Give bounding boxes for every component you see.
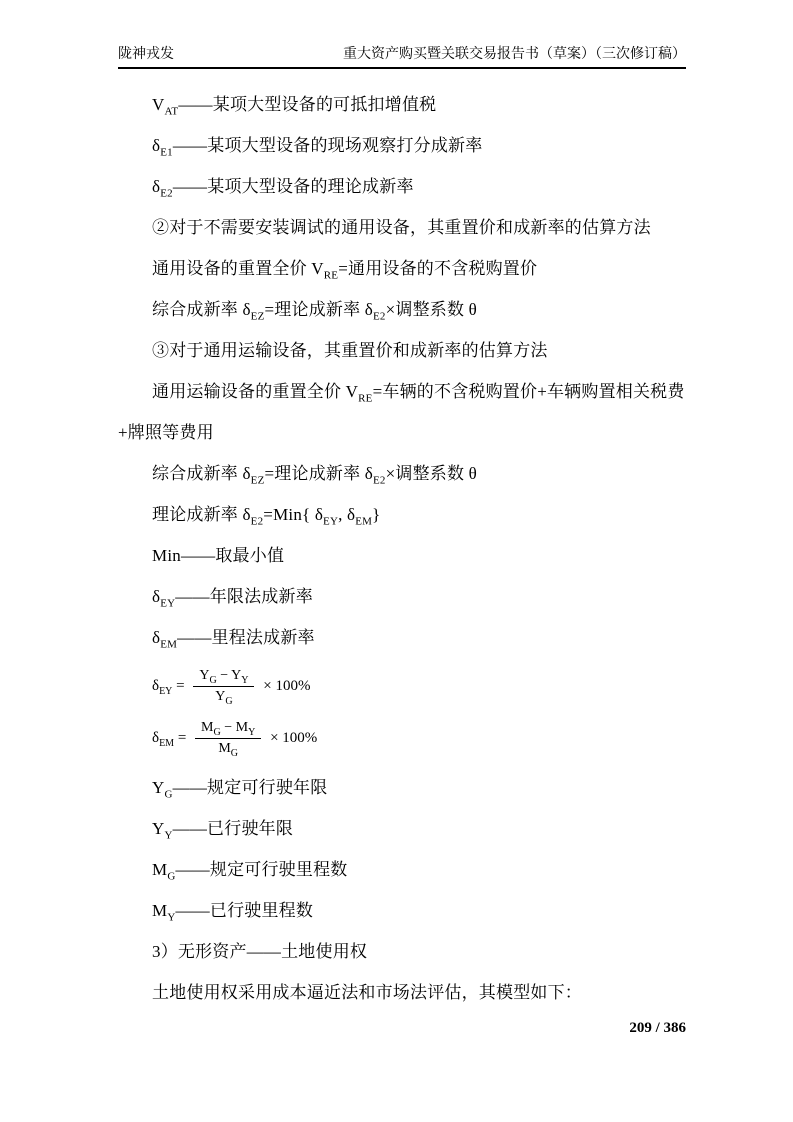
text-run: M [218,741,231,756]
formula-equation [118,715,686,762]
paragraph [118,849,686,890]
subscript: Y [167,911,176,924]
document-body [118,84,686,1013]
text-run: ——里程法成新率 [177,628,315,647]
formula-numerator [195,719,261,739]
formula-denominator [218,739,238,758]
text-run: × 100% [259,678,311,694]
formula-fraction [193,667,254,706]
paragraph [118,576,686,617]
header-company-name: 陇神戎发 [118,47,174,62]
text-run: 土地使用权采用成本逼近法和市场法评估，其模型如下： [152,983,582,1002]
text-run: =理论成新率 δ [264,300,373,319]
paragraph [118,248,686,289]
formula-equation [118,663,686,710]
text-run: Y [152,819,165,838]
page-header [118,46,686,69]
paragraph [118,371,686,453]
text-run: ——已行驶年限 [172,819,294,838]
subscript: E2 [372,310,386,323]
subscript: EY [159,686,173,697]
formula-denominator [215,687,232,706]
paragraph [118,972,686,1013]
text-run: × 100% [266,730,318,746]
text-run: δ [152,730,160,746]
text-run: =Min{ δ [263,505,324,524]
formula-fraction [195,719,261,758]
text-run: } [372,505,381,524]
subscript: AT [164,105,179,118]
paragraph [118,125,686,166]
page-number: 209 / 386 [629,1020,686,1036]
text-run: ×调整系数 θ [385,464,477,483]
text-run: δ [152,678,160,694]
text-run: ——某项大型设备的理论成新率 [172,177,414,196]
subscript: RE [323,269,339,282]
paragraph [118,453,686,494]
subscript: EM [355,515,373,528]
text-run: δ [152,136,161,155]
text-run: 理论成新率 δ [152,505,251,524]
subscript: EY [323,515,339,528]
text-run: 综合成新率 δ [152,464,251,483]
subscript: E1 [160,146,173,159]
text-run: 通用运输设备的重置全价 V [152,382,359,401]
subscript: E2 [160,187,173,200]
text-run: Y [152,778,165,797]
subscript: Y [164,829,173,842]
text-run: , δ [338,505,356,524]
text-run: Min——取最小值 [152,546,285,565]
text-run: δ [152,628,161,647]
subscript: EY [160,597,176,610]
paragraph [118,207,686,248]
formula-rhs [266,730,317,747]
paragraph [118,890,686,931]
paragraph [118,166,686,207]
text-run: 3）无形资产——土地使用权 [152,942,368,961]
text-run: Y [215,689,226,704]
paragraph [118,289,686,330]
subscript: G [230,747,239,759]
text-run: =理论成新率 δ [264,464,373,483]
text-run: = [172,678,189,694]
text-run: Y [199,667,210,683]
text-run: =车辆的不含税购置价+车辆购置相关税费+牌照等费用 [118,382,685,442]
text-run: ——某项大型设备的可抵扣增值税 [178,95,437,114]
subscript: E2 [250,515,264,528]
paragraph [118,84,686,125]
text-run: ③对于通用运输设备，其重置价和成新率的估算方法 [152,341,548,360]
text-run: M [201,719,214,735]
text-run: =通用设备的不含税购置价 [338,259,538,278]
formula-lhs [152,678,188,695]
text-run: ——规定可行驶里程数 [175,860,348,879]
paragraph [118,931,686,972]
paragraph [118,330,686,371]
paragraph [118,535,686,576]
paragraph [118,808,686,849]
text-run: δ [152,177,161,196]
text-run: = [174,730,191,746]
text-run: − Y [216,667,242,683]
subscript: EM [159,738,175,749]
subscript: G [167,870,176,883]
formula-numerator [193,667,254,687]
subscript: Y [241,674,249,686]
paragraph [118,494,686,535]
text-run: ②对于不需要安装调试的通用设备，其重置价和成新率的估算方法 [152,218,651,237]
formula-rhs [259,678,310,695]
paragraph [118,767,686,808]
text-run: ——规定可行驶年限 [172,778,328,797]
formula-lhs [152,730,190,747]
subscript: RE [358,392,373,405]
subscript: EZ [250,474,265,487]
text-run: 综合成新率 δ [152,300,251,319]
text-run: V [152,95,165,114]
text-run: − M [220,719,249,735]
subscript: G [213,726,221,738]
text-run: M [152,860,168,879]
text-run: δ [152,587,161,606]
subscript: Y [248,726,256,738]
subscript: G [164,788,173,801]
text-run: 通用设备的重置全价 V [152,259,324,278]
subscript: EZ [250,310,265,323]
subscript: G [225,695,233,707]
text-run: ——某项大型设备的现场观察打分成新率 [172,136,483,155]
paragraph [118,617,686,658]
subscript: G [209,674,217,686]
header-report-title: 重大资产购买暨关联交易报告书（草案）（三次修订稿） [343,47,686,62]
text-run: ×调整系数 θ [385,300,477,319]
text-run: ——已行驶里程数 [175,901,314,920]
subscript: EM [160,638,178,651]
text-run: ——年限法成新率 [175,587,313,606]
subscript: E2 [372,474,386,487]
text-run: M [152,901,168,920]
